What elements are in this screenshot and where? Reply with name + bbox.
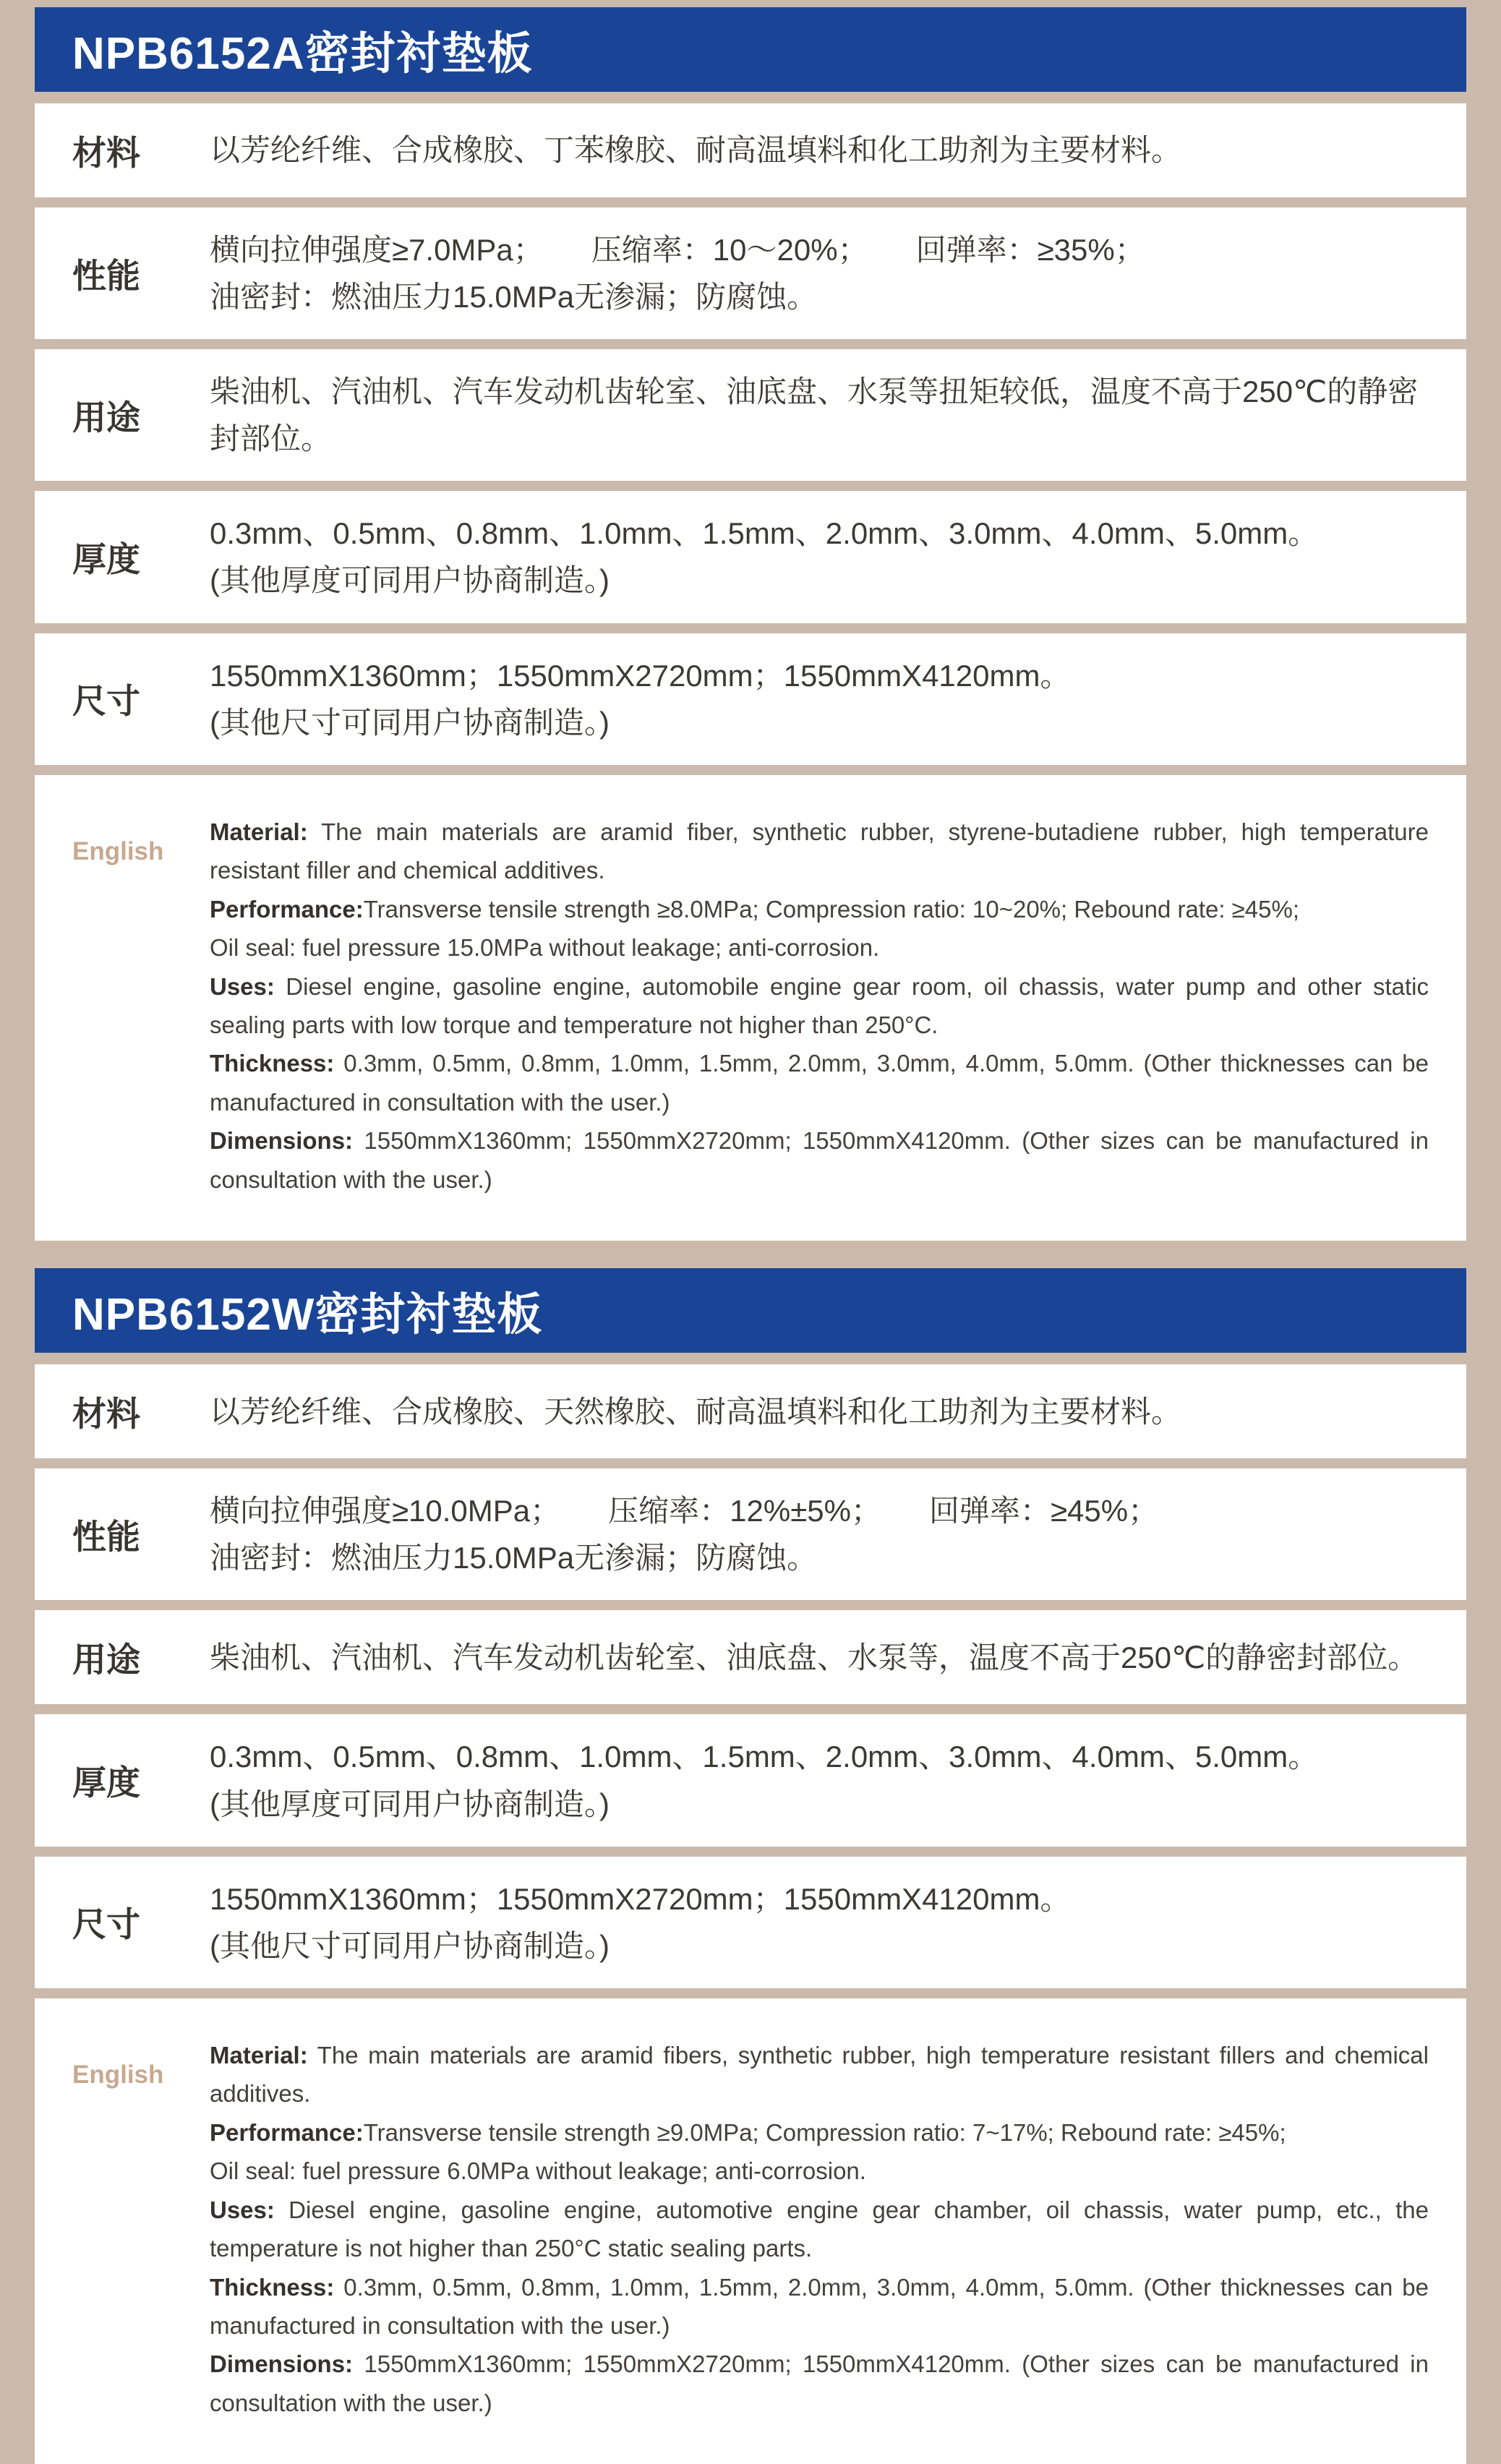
dimensions-line-2: (其他尺寸可同用户协商制造。): [210, 705, 610, 740]
paragraph-lead: Dimensions:: [210, 1127, 354, 1155]
product-title: NPB6152A密封衬垫板: [72, 29, 533, 79]
row-content-uses: [210, 349, 1429, 481]
paragraph-text: 0.3mm, 0.5mm, 0.8mm, 1.0mm, 1.5mm, 2.0mm, 3.0mm, 4.0mm, 5.0mm. (Other thicknesses can be manufactured in consultation with the user.): [210, 1050, 1429, 1116]
row-label-material: 材料: [72, 133, 140, 172]
row-label-material: 材料: [72, 1394, 140, 1433]
paragraph-lead: Performance:: [210, 895, 364, 923]
paragraph-lead: Thickness:: [210, 1050, 335, 1077]
spec-row-material: [35, 103, 1466, 197]
row-content-dimensions: [210, 1857, 1429, 1988]
dimensions-line-1: 1550mmX1360mm；1550mmX2720mm；1550mmX4120mm。: [210, 1881, 1071, 1916]
paragraph-lead: Material:: [210, 818, 308, 845]
english-paragraph-thickness: [210, 1044, 1429, 1121]
row-label-uses: 用途: [72, 1640, 140, 1679]
english-content: [210, 1998, 1429, 2464]
english-paragraph-thickness: [210, 2268, 1429, 2345]
row-label-uses: 用途: [72, 398, 140, 437]
paragraph-lead: Dimensions:: [210, 2350, 354, 2378]
spec-row-material: [35, 1364, 1466, 1458]
row-content-performance: [210, 1468, 1429, 1600]
performance-clause: 横向拉伸强度≥10.0MPa；: [210, 1494, 561, 1528]
paragraph-text: Diesel engine, gasoline engine, automobile engine gear room, oil chassis, water pump and other static sealing parts with low torque and temperature not higher than 250°C.: [210, 972, 1429, 1039]
paragraph-text: 0.3mm, 0.5mm, 0.8mm, 1.0mm, 1.5mm, 2.0mm, 3.0mm, 4.0mm, 5.0mm. (Other thicknesses can be manufactured in consultation with the user.): [210, 2273, 1429, 2340]
product-title: NPB6152W密封衬垫板: [72, 1290, 543, 1340]
performance-clause: 压缩率：10～20%；: [591, 233, 868, 267]
performance-clause: 横向拉伸强度≥7.0MPa；: [210, 233, 544, 267]
uses-text: 柴油机、汽油机、汽车发动机齿轮室、油底盘、水泵等，温度不高于250℃的静密封部位。: [210, 1640, 1419, 1674]
english-paragraph-material: [210, 813, 1429, 890]
performance-clause: 回弹率：≥45%；: [928, 1494, 1159, 1528]
spec-row-dimensions: [35, 1857, 1466, 1988]
spec-row-uses: [35, 349, 1466, 481]
performance-line-2: 油密封：燃油压力15.0MPa无渗漏；防腐蚀。: [210, 1541, 818, 1575]
english-content: [210, 775, 1429, 1241]
spec-row-performance: [35, 1468, 1466, 1600]
performance-clause: 回弹率：≥35%；: [915, 233, 1145, 267]
english-panel: [35, 775, 1466, 1241]
thickness-line-2: (其他厚度可同用户协商制造。): [210, 1787, 610, 1821]
product-header: [35, 7, 1466, 92]
paragraph-text: Oil seal: fuel pressure 15.0MPa without leakage; anti-corrosion.: [210, 934, 880, 962]
paragraph-text: Diesel engine, gasoline engine, automotive engine gear chamber, oil chassis, water pump, etc., the temperature is not higher than 250°C static sealing parts.: [210, 2196, 1429, 2262]
performance-line-2: 油密封：燃油压力15.0MPa无渗漏；防腐蚀。: [210, 280, 818, 315]
row-label-thickness: 厚度: [72, 539, 140, 578]
row-content-thickness: [210, 491, 1429, 623]
uses-text: 柴油机、汽油机、汽车发动机齿轮室、油底盘、水泵等扭矩较低，温度不高于250℃的静密封部位。: [210, 375, 1419, 456]
spec-row-thickness: [35, 491, 1466, 623]
english-paragraph-oil-seal: [210, 928, 1429, 967]
row-content-uses: [210, 1615, 1429, 1700]
english-panel: [35, 1998, 1466, 2464]
english-paragraph-uses: [210, 2191, 1429, 2268]
paragraph-lead: Material:: [210, 2041, 308, 2069]
product-header: [35, 1268, 1466, 1353]
english-paragraph-performance: [210, 890, 1429, 928]
english-paragraph-performance: [210, 2113, 1429, 2152]
paragraph-text: The main materials are aramid fiber, synthetic rubber, styrene-butadiene rubber, high temperature resistant filler and chemical additives.: [210, 818, 1429, 884]
english-label: English: [72, 837, 164, 865]
english-paragraph-uses: [210, 967, 1429, 1045]
product-section-npb6152a: [35, 7, 1466, 1241]
row-label-dimensions: 尺寸: [72, 682, 140, 721]
paragraph-lead: Thickness:: [210, 2273, 335, 2301]
row-content-material: [210, 108, 1429, 192]
spec-row-dimensions: [35, 633, 1466, 765]
paragraph-lead: Uses:: [210, 2196, 275, 2223]
thickness-line-1: 0.3mm、0.5mm、0.8mm、1.0mm、1.5mm、2.0mm、3.0mm、4.0mm、5.0mm。: [210, 1740, 1319, 1774]
dimensions-line-2: (其他尺寸可同用户协商制造。): [210, 1928, 610, 1963]
english-label: English: [72, 2060, 164, 2089]
row-content-material: [210, 1369, 1429, 1454]
paragraph-lead: Uses:: [210, 972, 275, 1000]
spec-row-uses: [35, 1610, 1466, 1704]
material-text: 以芳纶纤维、合成橡胶、丁苯橡胶、耐高温填料和化工助剂为主要材料。: [210, 133, 1182, 168]
paragraph-text: Oil seal: fuel pressure 6.0MPa without leakage; anti-corrosion.: [210, 2157, 866, 2185]
paragraph-text: Transverse tensile strength ≥8.0MPa; Compression ratio: 10~20%; Rebound rate: ≥45%;: [363, 895, 1300, 923]
spec-row-thickness: [35, 1714, 1466, 1846]
spec-row-performance: [35, 208, 1466, 339]
row-label-thickness: 厚度: [72, 1763, 140, 1802]
performance-line-1: [210, 1487, 1429, 1534]
row-content-dimensions: [210, 633, 1429, 765]
paragraph-lead: Performance:: [210, 2118, 364, 2146]
english-paragraph-dimensions: [210, 2345, 1429, 2422]
paragraph-text: 1550mmX1360mm; 1550mmX2720mm; 1550mmX4120mm. (Other sizes can be manufactured in consultation with the user.): [210, 2350, 1429, 2416]
row-label-performance: 性能: [72, 256, 140, 295]
product-section-npb6152w: [35, 1268, 1466, 2464]
row-content-thickness: [210, 1714, 1429, 1846]
row-label-performance: 性能: [72, 1517, 140, 1556]
row-content-performance: [210, 208, 1429, 339]
english-paragraph-oil-seal: [210, 2152, 1429, 2190]
performance-line-1: [210, 226, 1429, 273]
thickness-line-2: (其他厚度可同用户协商制造。): [210, 563, 610, 598]
paragraph-text: Transverse tensile strength ≥9.0MPa; Compression ratio: 7~17%; Rebound rate: ≥45%;: [363, 2118, 1286, 2146]
thickness-line-1: 0.3mm、0.5mm、0.8mm、1.0mm、1.5mm、2.0mm、3.0mm、4.0mm、5.0mm。: [210, 516, 1319, 551]
paragraph-text: The main materials are aramid fibers, synthetic rubber, high temperature resistant fillers and chemical additives.: [210, 2041, 1429, 2108]
english-paragraph-material: [210, 2036, 1429, 2113]
performance-clause: 压缩率：12%±5%；: [608, 1494, 881, 1528]
material-text: 以芳纶纤维、合成橡胶、天然橡胶、耐高温填料和化工助剂为主要材料。: [210, 1394, 1182, 1429]
dimensions-line-1: 1550mmX1360mm；1550mmX2720mm；1550mmX4120mm。: [210, 658, 1071, 693]
english-paragraph-dimensions: [210, 1121, 1429, 1199]
row-label-dimensions: 尺寸: [72, 1905, 140, 1944]
paragraph-text: 1550mmX1360mm; 1550mmX2720mm; 1550mmX4120mm. (Other sizes can be manufactured in consultation with the user.): [210, 1127, 1429, 1193]
